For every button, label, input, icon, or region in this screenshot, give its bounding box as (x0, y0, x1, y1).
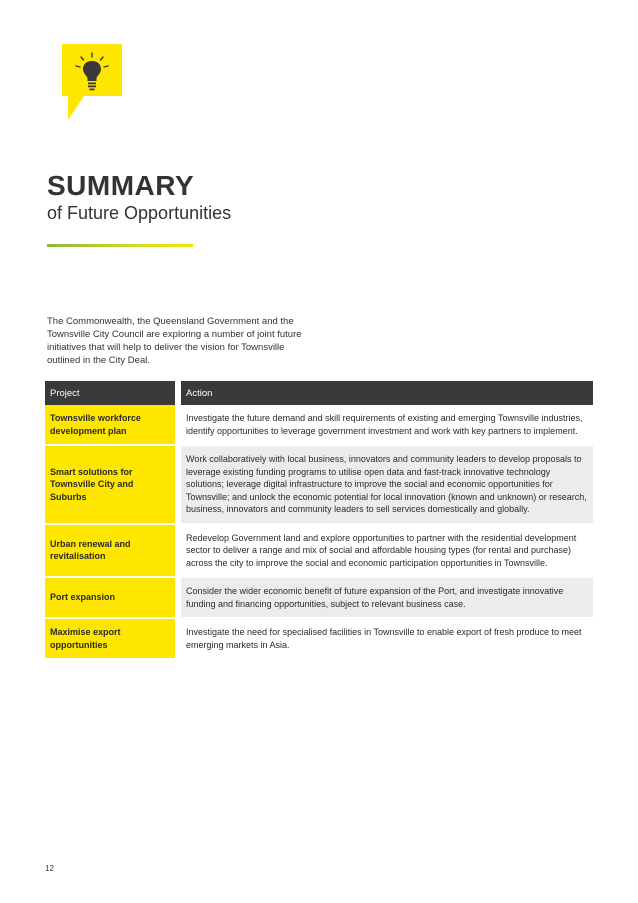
table-row (45, 618, 593, 659)
project-cell: Port expansion (45, 577, 178, 618)
table-row (45, 405, 593, 445)
lightbulb-icon-badge (62, 44, 122, 120)
page-title: SUMMARY (47, 170, 195, 201)
summary-table (45, 381, 593, 660)
project-cell: Maximise export opportunities (45, 618, 178, 659)
intro-paragraph: The Commonwealth, the Queensland Government and the Townsville City Council are exploring a number of joint future initiatives that will help to deliver the vision for Townsville outlined in the City Deal. (47, 316, 302, 366)
project-cell: Smart solutions for Townsville City and Suburbs (45, 445, 178, 524)
project-cell: Urban renewal and revitalisation (45, 524, 178, 578)
page-subtitle: of Future Opportunities (47, 203, 232, 223)
lightbulb-icon (62, 44, 122, 120)
action-cell: Investigate the need for specialised facilities in Townsville to enable export of fresh produce to meet emerging markets in Asia. (178, 618, 593, 659)
column-header-project: Project (45, 381, 178, 405)
table-row (45, 524, 593, 578)
column-header-action: Action (178, 381, 593, 405)
page-number: 12 (45, 864, 54, 873)
project-cell: Townsville workforce development plan (45, 405, 178, 445)
action-cell: Redevelop Government land and explore opportunities to partner with the residential development sector to deliver a range and mix of social and affordable housing types (for rental and purchase) across the city to improve the social and economic participation opportunities in Townsville. (178, 524, 593, 578)
accent-divider (47, 244, 193, 247)
table-header-row (45, 381, 593, 405)
action-cell: Work collaboratively with local business, innovators and community leaders to develop proposals to leverage existing funding programs to utilise open data and fast-track innovative technology solutions; leverage digital infrastructure to improve the social and economic opportunities for Townsville; and unlock the economic potential for local innovation (known and unknown) or research, business, innovators and community leaders to sell services domestically and globally. (178, 445, 593, 524)
table-row (45, 577, 593, 618)
table-row (45, 445, 593, 524)
action-cell: Investigate the future demand and skill requirements of existing and emerging Townsville industries, identify opportunities to leverage government investment and work with key partners to implement. (178, 405, 593, 445)
action-cell: Consider the wider economic benefit of future expansion of the Port, and investigate innovative funding and financing opportunities, subject to relevant business case. (178, 577, 593, 618)
